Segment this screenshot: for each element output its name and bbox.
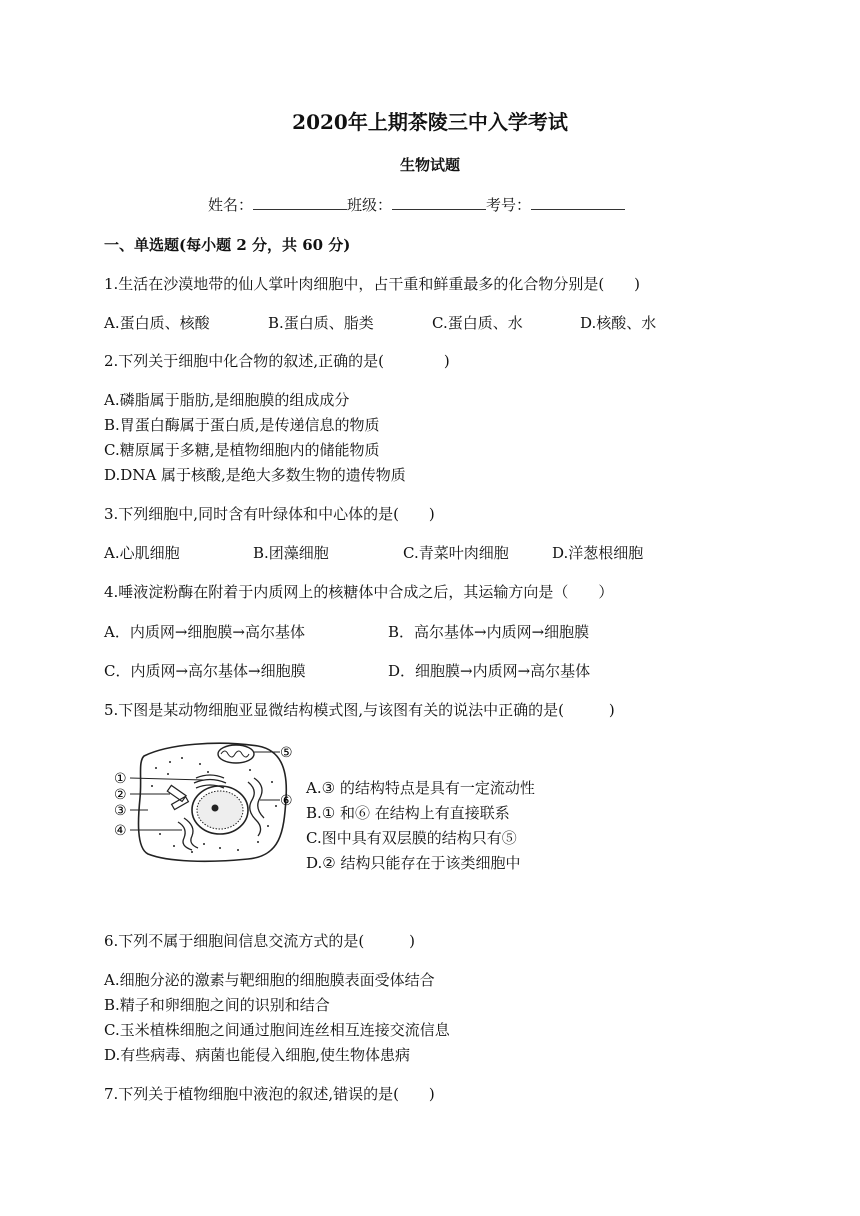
cell-structure-diagram <box>108 738 298 868</box>
q1-option-a: A.蛋白质、核酸 <box>104 314 210 332</box>
question-3-stem: 3.下列细胞中,同时含有叶绿体和中心体的是( ) <box>104 505 435 523</box>
q6-option-d: D.有些病毒、病菌也能侵入细胞,使生物体患病 <box>104 1046 411 1064</box>
figure-label-4: ④ <box>114 823 127 839</box>
q3-option-d: D.洋葱根细胞 <box>552 544 644 562</box>
section-heading: 一、单选题(每小题 2 分，共 60 分) <box>104 236 351 254</box>
q5-option-a: A.③ 的结构特点是具有一定流动性 <box>306 779 535 797</box>
q6-option-c: C.玉米植株细胞之间通过胞间连丝相互连接交流信息 <box>104 1021 450 1039</box>
q6-option-b: B.精子和卵细胞之间的识别和结合 <box>104 996 330 1014</box>
q4-option-a: A．内质网→细胞膜→高尔基体 <box>104 623 305 641</box>
figure-label-2: ② <box>114 787 127 803</box>
exam-subtitle: 生物试题 <box>399 156 460 174</box>
name-label: 姓名： <box>208 196 254 214</box>
question-6-stem: 6.下列不属于细胞间信息交流方式的是( ) <box>104 932 416 950</box>
figure-label-3: ③ <box>114 803 127 819</box>
q5-option-c: C.图中具有双层膜的结构只有⑤ <box>306 829 517 847</box>
figure-label-6: ⑥ <box>280 793 293 809</box>
figure-label-5: ⑤ <box>280 745 293 761</box>
q3-option-c: C.青菜叶肉细胞 <box>403 544 509 562</box>
q5-option-b: B.① 和⑥ 在结构上有直接联系 <box>306 804 510 822</box>
q2-option-c: C.糖原属于多糖,是植物细胞内的储能物质 <box>104 441 380 459</box>
q1-option-b: B.蛋白质、脂类 <box>268 314 374 332</box>
q4-option-d: D．细胞膜→内质网→高尔基体 <box>388 662 591 680</box>
q4-option-b: B．高尔基体→内质网→细胞膜 <box>388 623 590 641</box>
question-5-stem: 5.下图是某动物细胞亚显微结构模式图,与该图有关的说法中正确的是( ) <box>104 701 615 719</box>
q1-option-c: C.蛋白质、水 <box>432 314 523 332</box>
q3-option-b: B.团藻细胞 <box>253 544 329 562</box>
q2-option-d: D.DNA 属于核酸,是绝大多数生物的遗传物质 <box>104 466 406 484</box>
number-blank[interactable] <box>531 195 625 210</box>
q3-option-a: A.心肌细胞 <box>104 544 180 562</box>
question-2-stem: 2.下列关于细胞中化合物的叙述,正确的是( ) <box>104 352 450 370</box>
class-blank[interactable] <box>392 195 486 210</box>
question-4-stem: 4.唾液淀粉酶在附着于内质网上的核糖体中合成之后，其运输方向是（ ） <box>104 583 614 601</box>
student-info-fields <box>208 194 625 215</box>
q2-option-b: B.胃蛋白酶属于蛋白质,是传递信息的物质 <box>104 416 380 434</box>
question-1-stem: 1.生活在沙漠地带的仙人掌叶肉细胞中，占干重和鲜重最多的化合物分别是( ) <box>104 275 641 293</box>
q4-option-c: C．内质网→高尔基体→细胞膜 <box>104 662 306 680</box>
number-label: 考号： <box>486 196 532 214</box>
figure-label-1: ① <box>114 771 127 787</box>
class-label: 班级： <box>347 196 393 214</box>
name-blank[interactable] <box>253 195 347 210</box>
question-7-stem: 7.下列关于植物细胞中液泡的叙述,错误的是( ) <box>104 1085 435 1103</box>
exam-title: 2020年上期茶陵三中入学考试 <box>292 110 568 134</box>
q5-option-d: D.② 结构只能存在于该类细胞中 <box>306 854 521 872</box>
q2-option-a: A.磷脂属于脂肪,是细胞膜的组成成分 <box>104 391 350 409</box>
q1-option-d: D.核酸、水 <box>580 314 657 332</box>
q6-option-a: A.细胞分泌的激素与靶细胞的细胞膜表面受体结合 <box>104 971 435 989</box>
